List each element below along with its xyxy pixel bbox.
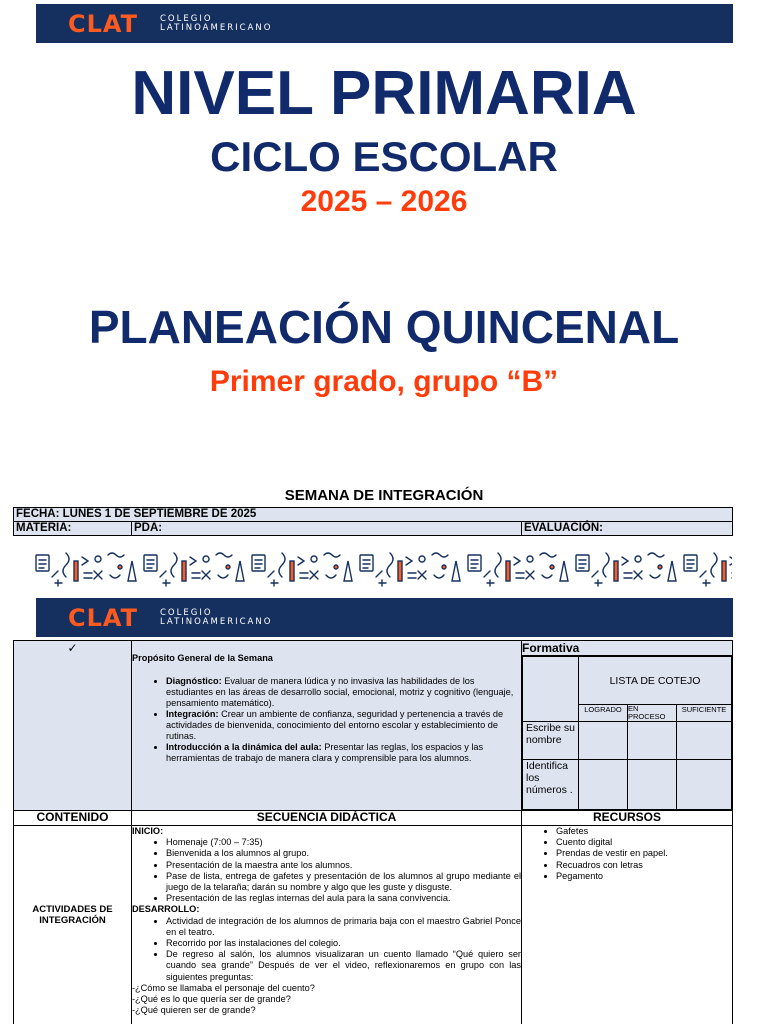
list-item: • Pase de lista, entrega de gafetes y presentación de los alumnos al grupo mediante el juego de la telaraña; darán su nombre y algo que les guste y disguste. xyxy=(166,871,521,893)
list-item: • Bienvenida a los alumnos al grupo. xyxy=(166,848,521,859)
question: -¿Qué es lo que quería ser de grande? xyxy=(132,994,291,1005)
checklist-corner xyxy=(523,657,579,722)
list-item: • Presentación de las reglas internas del aula para la sana convivencia. xyxy=(166,893,521,904)
list-item xyxy=(166,742,517,764)
checklist-title: LISTA DE COTEJO xyxy=(579,657,732,705)
plan-title: PLANEACIÓN QUINCENAL xyxy=(88,301,680,353)
check-cell-empty xyxy=(579,760,628,810)
inicio-list xyxy=(166,837,521,904)
purpose-cell xyxy=(132,641,522,811)
col-logrado: LOGRADO xyxy=(579,705,628,722)
list-item: • Gafetes xyxy=(556,826,732,837)
subject-table xyxy=(13,521,733,536)
list-item xyxy=(166,676,517,709)
week-title: SEMANA DE INTEGRACIÓN xyxy=(284,487,484,504)
list-item: • Pegamento xyxy=(556,871,732,882)
purpose-text: Evaluar de manera lúdica y no invasiva las habilidades de los estudiantes en las áreas de desarrollo social, emocional, motriz y cognitivo (lenguaje, pensamiento matemático). xyxy=(166,676,514,708)
list-item xyxy=(166,709,517,742)
subject-cell: MATERIA: xyxy=(14,522,132,536)
years-title: 2025 – 2026 xyxy=(300,185,468,218)
checklist-table xyxy=(522,656,732,810)
header-banner-2 xyxy=(36,598,733,637)
question: -¿Qué quieren ser de grande? xyxy=(132,1005,256,1016)
doodle-pattern-icon xyxy=(32,547,732,590)
purpose-text: Crear un ambiente de confianza, seguridad y pertenencia a través de actividades de bienvenida, conocimiento del entorno escolar y establecimiento de rutinas. xyxy=(166,709,504,741)
cycle-title: CICLO ESCOLAR xyxy=(210,133,558,180)
resources-list xyxy=(556,826,732,882)
check-cell-empty xyxy=(628,760,677,810)
college-line-1: COLEGIO xyxy=(160,13,213,24)
inicio-label: INICIO: xyxy=(132,826,164,836)
question: -¿Cómo se llamaba el personaje del cuento? xyxy=(132,982,315,993)
desarrollo-list xyxy=(166,916,521,983)
header-contenido: CONTENIDO xyxy=(14,811,132,826)
check-cell-empty xyxy=(579,722,628,760)
row-identifica: Identifica los números . xyxy=(523,760,579,810)
list-item: • De regreso al salón, los alumnos visualizaran un cuento llamado “Qué quiero ser cuando sea grande” Después de ver el video, reflexionaremos en grupo con las siguientes preguntas: xyxy=(166,949,521,983)
content-label: ACTIVIDADES DE INTEGRACIÓN xyxy=(14,826,132,1024)
evaluation-cell: EVALUACIÓN: xyxy=(522,522,733,536)
college-name-2 xyxy=(160,609,272,627)
formativa-label: Formativa xyxy=(522,641,732,656)
list-item: • Recorrido por las instalaciones del colegio. xyxy=(166,938,521,949)
level-title: NIVEL PRIMARIA xyxy=(131,59,637,128)
list-item: • Cuento digital xyxy=(556,837,732,848)
college-line-2: LATINOAMERICANO xyxy=(160,616,273,627)
col-suficiente: SUFICIENTE xyxy=(677,705,732,722)
evaluation-panel xyxy=(522,641,733,811)
college-line-2: LATINOAMERICANO xyxy=(160,22,273,33)
row-escribe: Escribe su nombre xyxy=(523,722,579,760)
purpose-label: Diagnóstico: xyxy=(166,676,222,686)
grade-title: Primer grado, grupo “B” xyxy=(209,365,559,398)
purpose-label: Integración: xyxy=(166,709,219,719)
college-line-1: COLEGIO xyxy=(160,607,213,618)
list-item: • Homenaje (7:00 – 7:35) xyxy=(166,837,521,848)
sequence-cell xyxy=(132,826,522,1024)
clat-logo-2: CLAT xyxy=(68,603,138,632)
check-icon: ✓ xyxy=(67,641,78,655)
planning-table xyxy=(13,640,733,1024)
school-doodle-pattern xyxy=(32,547,732,590)
purpose-title: Propósito General de la Semana xyxy=(132,653,273,663)
purpose-label: Introducción a la dinámica del aula: xyxy=(166,742,322,752)
pda-cell: PDA: xyxy=(132,522,522,536)
list-item: • Prendas de vestir en papel. xyxy=(556,848,732,859)
header-secuencia: SECUENCIA DIDÁCTICA xyxy=(132,811,522,826)
purpose-list xyxy=(166,676,517,764)
col-en-proceso: EN PROCESO xyxy=(628,705,677,722)
clat-logo: CLAT xyxy=(68,9,138,38)
date-table xyxy=(13,507,733,522)
check-cell-empty xyxy=(628,722,677,760)
check-cell xyxy=(14,641,132,811)
check-cell-empty xyxy=(677,722,732,760)
check-cell-empty xyxy=(677,760,732,810)
resources-cell xyxy=(522,826,733,1024)
date-cell: FECHA: LUNES 1 DE SEPTIEMBRE DE 2025 xyxy=(14,508,733,522)
list-item: • Presentación de la maestra ante los alumnos. xyxy=(166,860,521,871)
header-recursos: RECURSOS xyxy=(522,811,733,826)
purpose-text: Presentar las reglas, los espacios y las herramientas de trabajo de manera clara y comprensible para los alumnos. xyxy=(166,742,484,763)
list-item: • Actividad de integración de los alumnos de primaria baja con el maestro Gabriel Ponce en el teatro. xyxy=(166,916,521,938)
college-name xyxy=(160,15,272,33)
list-item: • Recuadros con letras xyxy=(556,860,732,871)
desarrollo-label: DESARROLLO: xyxy=(132,904,200,915)
header-banner xyxy=(36,4,733,43)
